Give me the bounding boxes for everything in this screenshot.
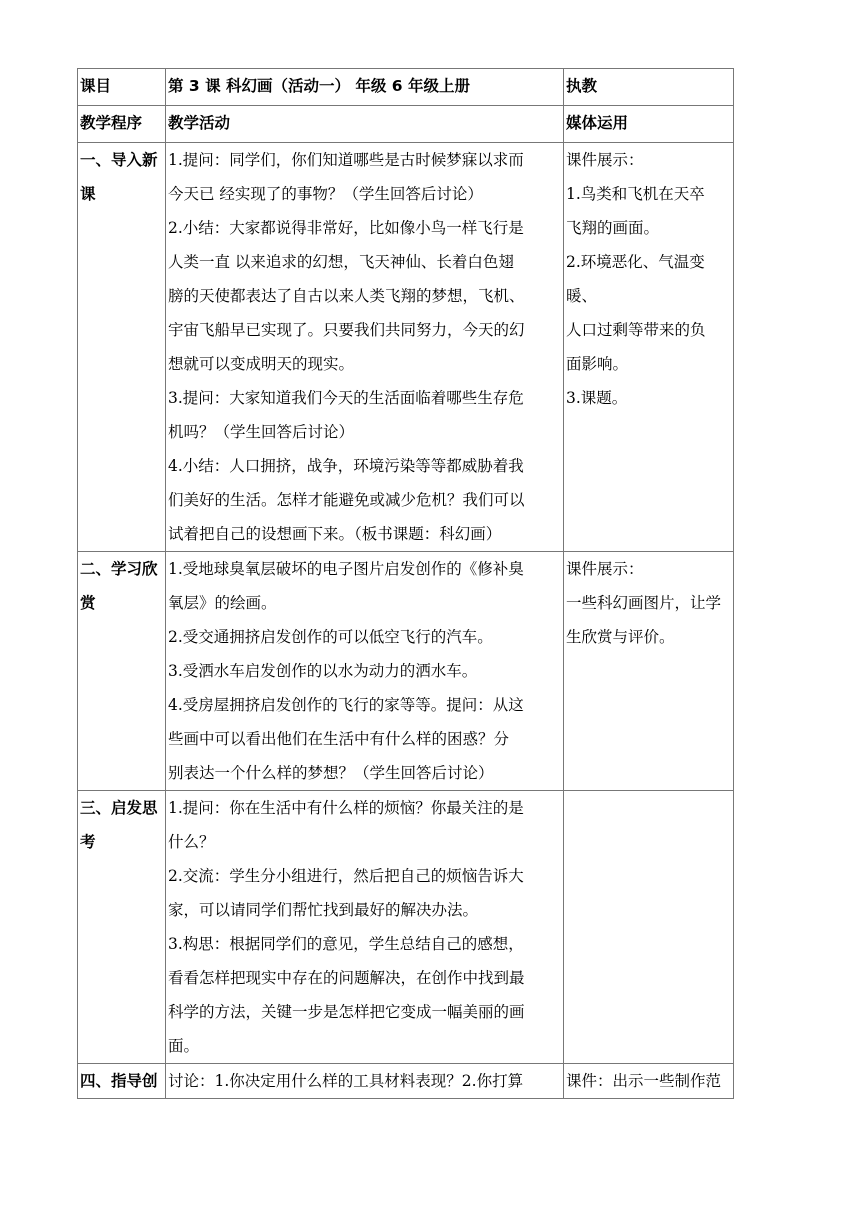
section-row	[78, 552, 734, 791]
section-media-line: 课件展示：	[566, 560, 644, 578]
section-activity-line: 3.提问：大家知道我们今天的生活面临着哪些生存危	[168, 389, 524, 407]
section-media-line: 暖、	[566, 287, 598, 305]
section-title-line: 四、指导创	[80, 1072, 158, 1090]
section-activity	[166, 791, 564, 1064]
section-activity	[166, 143, 564, 552]
section-title	[78, 143, 166, 552]
section-title-line: 赏	[80, 594, 96, 612]
section-activity-line: 人类一直 以来追求的幻想，飞天神仙、长着白色翅	[168, 253, 514, 271]
section-activity-line: 些画中可以看出他们在生活中有什么样的困惑？分	[168, 730, 510, 748]
section-media-line: 1.鸟类和飞机在天卒	[566, 185, 705, 203]
section-row	[78, 1064, 734, 1099]
media-column-header: 媒体运用	[564, 106, 734, 143]
section-activity-line: 2.交流：学生分小组进行，然后把自己的烦恼告诉大	[168, 867, 524, 885]
section-activity-line: 1.受地球臭氧层破坏的电子图片启发创作的《修补臭	[168, 560, 524, 578]
section-media-line: 课件：出示一些制作范	[566, 1072, 722, 1090]
section-activity-line: 3.构思：根据同学们的意见，学生总结自己的感想，	[168, 935, 524, 953]
section-media-line: 一些科幻画图片，让学	[566, 594, 722, 612]
section-media	[564, 143, 734, 552]
section-title	[78, 552, 166, 791]
section-activity-line: 3.受洒水车启发创作的以水为动力的洒水车。	[168, 662, 478, 680]
section-activity-line: 讨论：1.你决定用什么样的工具材料表现？2.你打算	[168, 1072, 524, 1090]
section-row	[78, 791, 734, 1064]
section-activity-line: 2.小结：大家都说得非常好，比如像小鸟一样飞行是	[168, 219, 524, 237]
section-title	[78, 791, 166, 1064]
section-activity-line: 科学的方法，关键一步是怎样把它变成一幅美丽的画	[168, 1003, 525, 1021]
section-title-line: 考	[80, 833, 96, 851]
section-activity-line: 今天已 经实现了的事物？（学生回答后讨论）	[168, 185, 483, 203]
activity-column-header: 教学活动	[166, 106, 564, 143]
section-media-line: 面影响。	[566, 355, 629, 373]
section-title-line: 课	[80, 185, 96, 203]
section-rows	[78, 143, 734, 1099]
section-activity-line: 想就可以变成明天的现实。	[168, 355, 355, 373]
section-activity-line: 试着把自己的设想画下来。（板书课题：科幻画）	[168, 525, 502, 543]
teacher-label: 执教	[564, 69, 734, 106]
section-activity-line: 膀的天使都表达了自古以来人类飞翔的梦想，飞机、	[168, 287, 525, 305]
section-media-line: 飞翔的画面。	[566, 219, 660, 237]
section-activity-line: 们美好的生活。怎样才能避免或减少危机？我们可以	[168, 491, 525, 509]
course-label: 课目	[78, 69, 166, 106]
section-media-line: 3.课题。	[566, 389, 628, 407]
column-header-row	[78, 106, 734, 143]
section-media-line: 课件展示：	[566, 151, 644, 169]
section-title-line: 二、学习欣	[80, 560, 158, 578]
section-media	[564, 791, 734, 1064]
procedure-column-header: 教学程序	[78, 106, 166, 143]
section-activity-line: 什么？	[168, 833, 215, 851]
section-activity-line: 宇宙飞船早已实现了。只要我们共同努力，今天的幻	[168, 321, 525, 339]
section-title	[78, 1064, 166, 1099]
section-activity	[166, 1064, 564, 1099]
section-activity-line: 1.提问：你在生活中有什么样的烦恼？你最关注的是	[168, 799, 524, 817]
section-activity-line: 面。	[168, 1037, 200, 1055]
section-activity-line: 氧层》的绘画。	[168, 594, 277, 612]
section-activity-line: 4.小结：人口拥挤，战争，环境污染等等都威胁着我	[168, 457, 524, 475]
section-row	[78, 143, 734, 552]
table-header-row	[78, 69, 734, 106]
section-media-line: 2.环境恶化、气温变	[566, 253, 705, 271]
section-media-line: 人口过剩等带来的负	[566, 321, 706, 339]
section-media	[564, 552, 734, 791]
lesson-plan-table	[77, 68, 734, 1099]
section-title-line: 三、启发思	[80, 799, 158, 817]
section-activity-line: 2.受交通拥挤启发创作的可以低空飞行的汽车。	[168, 628, 493, 646]
section-activity-line: 别表达一个什么样的梦想？（学生回答后讨论）	[168, 764, 494, 782]
section-activity-line: 看看怎样把现实中存在的问题解决，在创作中找到最	[168, 969, 525, 987]
section-activity-line: 家，可以请同学们帮忙找到最好的解决办法。	[168, 901, 479, 919]
course-title: 第 3 课 科幻画（活动一） 年级 6 年级上册	[166, 69, 564, 106]
section-activity-line: 1.提问：同学们，你们知道哪些是古时候梦寐以求而	[168, 151, 524, 169]
section-activity	[166, 552, 564, 791]
section-media-line: 生欣赏与评价。	[566, 628, 675, 646]
section-title-line: 一、导入新	[80, 151, 158, 169]
section-activity-line: 4.受房屋拥挤启发创作的飞行的家等等。提问：从这	[168, 696, 524, 714]
section-activity-line: 机吗？（学生回答后讨论）	[168, 423, 355, 441]
section-media	[564, 1064, 734, 1099]
